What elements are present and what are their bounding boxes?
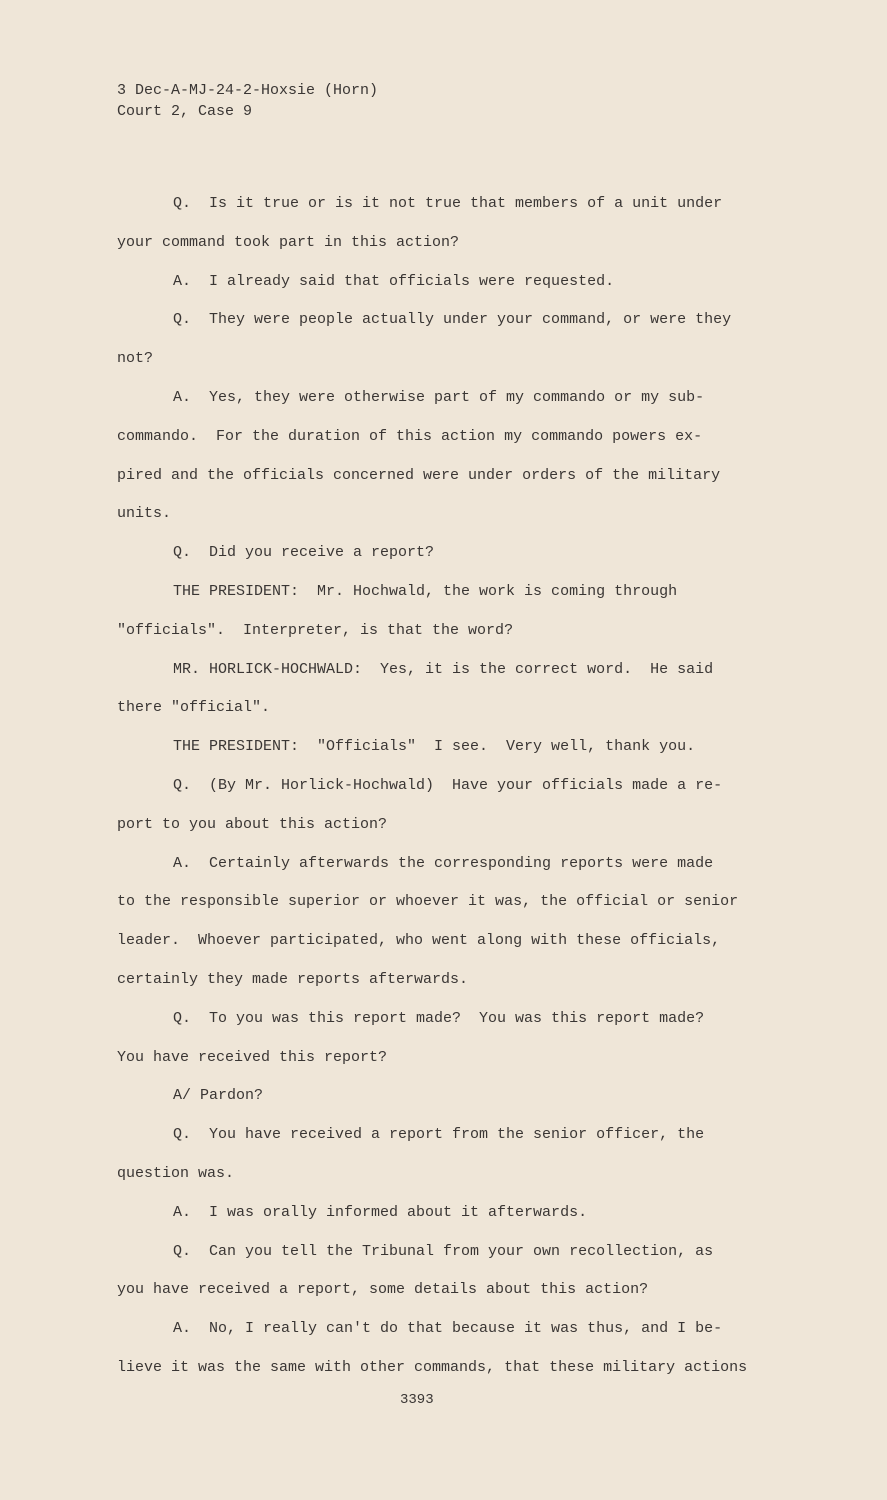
transcript-line: A/ Pardon? — [173, 1087, 264, 1105]
header-line-2: Court 2, Case 9 — [117, 103, 253, 120]
transcript-line: not? — [117, 350, 154, 368]
transcript-line: Q. Can you tell the Tribunal from your own recollection, as — [173, 1242, 714, 1260]
transcript-line: Q. You have received a report from the senior officer, the — [173, 1126, 705, 1144]
transcript-line: leader. Whoever participated, who went along with these officials, — [117, 932, 721, 950]
transcript-line: to the responsible superior or whoever it was, the official or senior — [117, 893, 739, 911]
transcript-line: units. — [117, 505, 172, 523]
transcript-line: A. I already said that officials were requested. — [173, 272, 615, 290]
transcript-line: commando. For the duration of this action my commando powers ex- — [117, 427, 703, 445]
transcript-line: Q. To you was this report made? You was this report made? — [173, 1009, 705, 1027]
transcript-line: THE PRESIDENT: Mr. Hochwald, the work is coming through — [173, 582, 678, 600]
transcript-line: Q. They were people actually under your command, or were they — [173, 311, 732, 329]
transcript-line: certainly they made reports afterwards. — [117, 970, 469, 988]
transcript-line: A. No, I really can't do that because it was thus, and I be- — [173, 1320, 723, 1338]
transcript-line: Q. Did you receive a report? — [173, 544, 435, 562]
transcript-line: lieve it was the same with other commands, that these military actions — [117, 1358, 748, 1376]
transcript-body — [117, 192, 797, 1395]
transcript-line: THE PRESIDENT: "Officials" I see. Very well, thank you. — [173, 738, 696, 756]
document-header — [117, 80, 378, 122]
transcript-line: Q. Is it true or is it not true that members of a unit under — [173, 195, 723, 212]
transcript-line: You have received this report? — [117, 1048, 388, 1066]
transcript-line: Q. (By Mr. Horlick-Hochwald) Have your officials made a re- — [173, 776, 723, 794]
transcript-line: question was. — [117, 1164, 235, 1182]
transcript-line: A. I was orally informed about it afterwards. — [173, 1203, 588, 1221]
transcript-line: your command took part in this action? — [117, 233, 460, 251]
transcript-line: A. Certainly afterwards the corresponding reports were made — [173, 854, 714, 872]
transcript-line: "officials". Interpreter, is that the word? — [117, 621, 514, 639]
transcript-line: there "official". — [117, 699, 271, 717]
transcript-line: pired and the officials concerned were under orders of the military — [117, 466, 721, 484]
transcript-line: you have received a report, some details about this action? — [117, 1281, 649, 1299]
transcript-line: A. Yes, they were otherwise part of my commando or my sub- — [173, 388, 705, 406]
transcript-line: MR. HORLICK-HOCHWALD: Yes, it is the correct word. He said — [173, 660, 714, 678]
transcript-line: port to you about this action? — [117, 815, 388, 833]
page-number: 3393 — [400, 1392, 434, 1408]
header-line-1: 3 Dec-A-MJ-24-2-Hoxsie (Horn) — [117, 82, 379, 99]
